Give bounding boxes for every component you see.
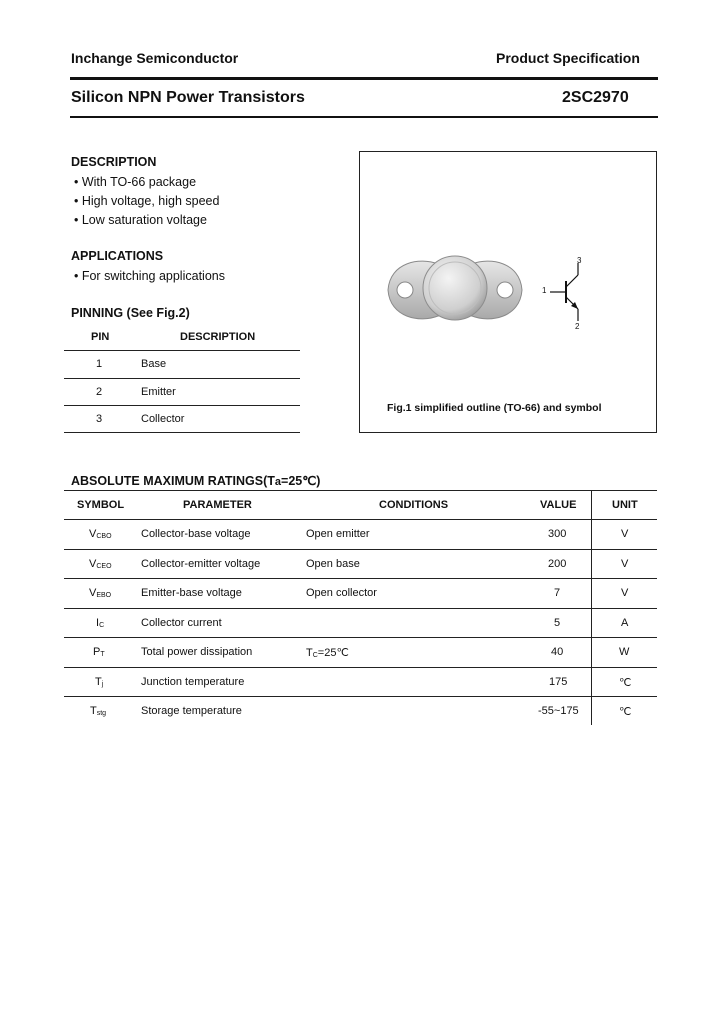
rating-value: 300 bbox=[548, 528, 567, 540]
ratings-rule bbox=[64, 637, 657, 638]
rating-unit: V bbox=[621, 558, 629, 570]
description-item: • Low saturation voltage bbox=[74, 213, 207, 227]
figure-box bbox=[359, 151, 657, 433]
rating-parameter: Collector-emitter voltage bbox=[141, 558, 261, 570]
rating-unit: V bbox=[621, 528, 629, 540]
pin-description: Emitter bbox=[141, 386, 176, 398]
applications-title: APPLICATIONS bbox=[71, 249, 164, 263]
rating-symbol: VCEO bbox=[89, 558, 112, 570]
pin-description: Collector bbox=[141, 413, 185, 425]
rating-symbol: VEBO bbox=[89, 587, 112, 599]
ratings-rule bbox=[64, 667, 657, 668]
rating-condition: Open collector bbox=[306, 587, 377, 599]
ratings-rule bbox=[64, 490, 657, 491]
pin-description-header: DESCRIPTION bbox=[180, 331, 256, 343]
ratings-rule bbox=[64, 578, 657, 579]
pinning-title: PINNING (See Fig.2) bbox=[71, 306, 190, 320]
rating-value: 200 bbox=[548, 558, 567, 570]
rating-condition: TC=25℃ bbox=[306, 647, 349, 659]
rating-value: 7 bbox=[554, 587, 561, 599]
ratings-rule bbox=[64, 608, 657, 609]
rating-symbol: Tstg bbox=[90, 705, 107, 717]
pin-number: 3 bbox=[96, 413, 103, 425]
npn-transistor-symbol bbox=[536, 255, 626, 345]
rating-value: 40 bbox=[551, 646, 564, 658]
ratings-title: ABSOLUTE MAXIMUM RATINGS(Ta=25℃) bbox=[71, 474, 321, 488]
pin-table-rule bbox=[64, 432, 300, 433]
pin-table-rule bbox=[64, 378, 300, 379]
rating-unit: A bbox=[621, 617, 629, 629]
rating-unit: V bbox=[621, 587, 629, 599]
rating-value: -55~175 bbox=[538, 705, 579, 717]
product-line: Silicon NPN Power Transistors bbox=[71, 89, 305, 106]
col-header-symbol: SYMBOL bbox=[77, 499, 125, 511]
rating-parameter: Total power dissipation bbox=[141, 646, 253, 658]
rating-symbol: PT bbox=[93, 646, 105, 658]
rating-unit: W bbox=[619, 646, 630, 658]
rating-symbol: Tj bbox=[95, 676, 104, 688]
rating-symbol: IC bbox=[96, 617, 105, 629]
symbol-pin-label: 1 bbox=[542, 286, 547, 295]
col-header-value: VALUE bbox=[540, 499, 577, 511]
rating-parameter: Storage temperature bbox=[141, 705, 242, 717]
col-header-parameter: PARAMETER bbox=[183, 499, 252, 511]
description-title: DESCRIPTION bbox=[71, 155, 157, 169]
rating-value: 5 bbox=[554, 617, 561, 629]
rating-unit: ℃ bbox=[619, 706, 632, 718]
rating-parameter: Emitter-base voltage bbox=[141, 587, 242, 599]
rating-parameter: Collector current bbox=[141, 617, 222, 629]
document-type: Product Specification bbox=[496, 50, 640, 66]
applications-item: • For switching applications bbox=[74, 269, 225, 283]
rating-unit: ℃ bbox=[619, 677, 632, 689]
rating-condition: Open emitter bbox=[306, 528, 370, 540]
col-header-unit: UNIT bbox=[612, 499, 638, 511]
header-rule-bottom bbox=[70, 116, 658, 118]
rating-symbol: VCBO bbox=[89, 528, 112, 540]
rating-parameter: Junction temperature bbox=[141, 676, 245, 688]
figure-caption: Fig.1 simplified outline (TO-66) and symbol bbox=[387, 402, 602, 414]
part-number: 2SC2970 bbox=[562, 89, 629, 106]
pin-number: 1 bbox=[96, 358, 103, 370]
company-name: Inchange Semiconductor bbox=[71, 50, 239, 66]
ratings-rule bbox=[64, 696, 657, 697]
rating-condition: Open base bbox=[306, 558, 360, 570]
description-item: • With TO-66 package bbox=[74, 175, 197, 189]
symbol-pin-label: 3 bbox=[577, 256, 582, 265]
header-rule-top bbox=[70, 77, 658, 80]
col-header-conditions: CONDITIONS bbox=[379, 499, 449, 511]
symbol-pin-label: 2 bbox=[575, 322, 580, 331]
pin-description: Base bbox=[141, 358, 167, 370]
pin-table-rule bbox=[64, 350, 300, 351]
rating-parameter: Collector-base voltage bbox=[141, 528, 251, 540]
pin-column-header: PIN bbox=[91, 331, 110, 343]
pin-number: 2 bbox=[96, 386, 103, 398]
ratings-rule bbox=[64, 519, 657, 520]
pin-table-rule bbox=[64, 405, 300, 406]
description-item: • High voltage, high speed bbox=[74, 194, 220, 208]
rating-value: 175 bbox=[549, 676, 568, 688]
ratings-rule bbox=[64, 549, 657, 550]
